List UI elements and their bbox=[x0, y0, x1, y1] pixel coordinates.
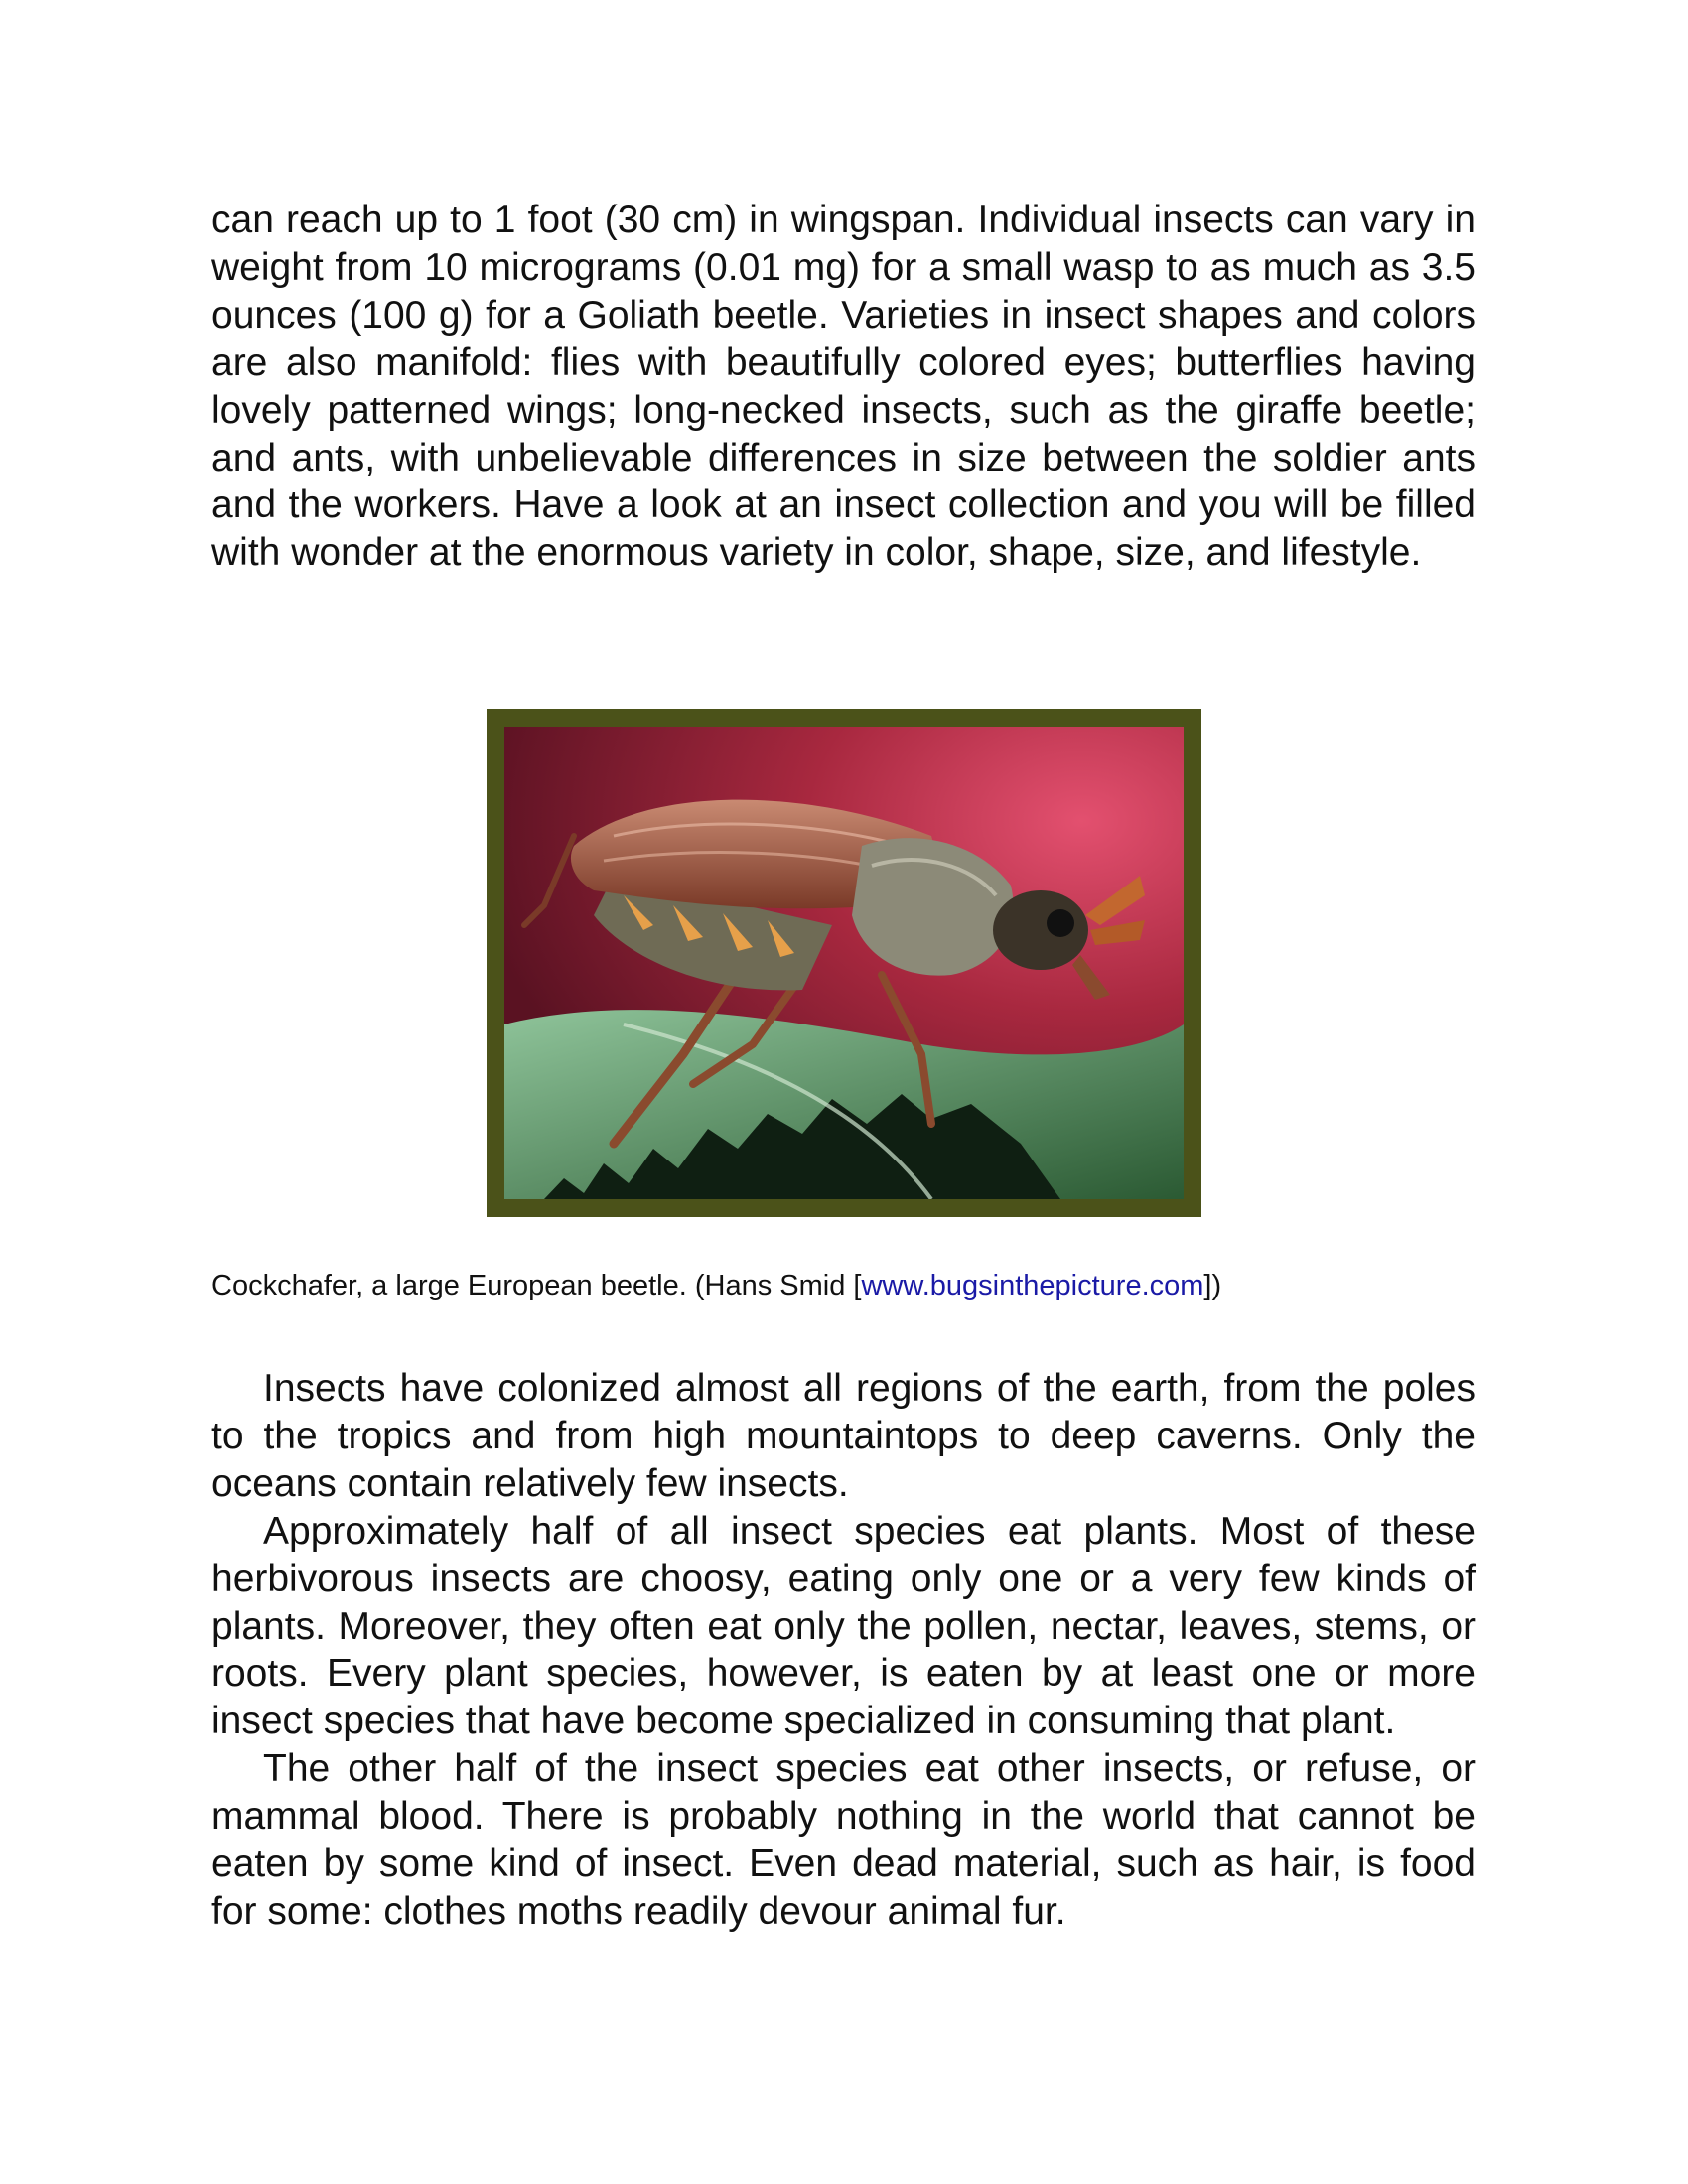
caption-text: Cockchafer, a large European beetle. (Hans Smid [ bbox=[211, 1270, 862, 1301]
paragraph: The other half of the insect species eat other insects, or refuse, or mammal blood. There is probably nothing in the world that cannot be eaten by some kind of insect. Even dead material, such as hair, is food for some: clothes moths readily devour animal fur. bbox=[211, 1747, 1476, 1933]
beetle-illustration bbox=[504, 727, 1184, 1199]
cockchafer-photo bbox=[487, 709, 1201, 1217]
caption-link[interactable]: www.bugsinthepicture.com bbox=[861, 1270, 1204, 1301]
figure-caption bbox=[211, 1267, 1476, 1304]
paragraph: Approximately half of all insect species eat plants. Most of these herbivorous insects are choosy, eating only one or a very few kinds of plants. Moreover, they often eat only the pollen, nectar, leaves, stems, or roots. Every plant species, however, is eaten by at least one or more insect species that have become specialized in consuming that plant. bbox=[211, 1509, 1476, 1743]
caption-end: ]) bbox=[1203, 1270, 1222, 1301]
paragraph: Insects have colonized almost all regions of the earth, from the poles to the tropics and from high mountaintops to deep caverns. Only the oceans contain relatively few insects. bbox=[211, 1367, 1476, 1505]
body-text bbox=[211, 1365, 1476, 1936]
intro-paragraph: can reach up to 1 foot (30 cm) in wingspan. Individual insects can vary in weight from 10 micrograms (0.01 mg) for a small wasp to as much as 3.5 ounces (100 g) for a Goliath beetle. Varieties in insect shapes and colors are also manifold: flies with beautifully colored eyes; butterflies having lovely patterned wings; long-necked insects, such as the giraffe beetle; and ants, with unbelievable differences in size between the soldier ants and the workers. Have a look at an insect collection and you will be filled with wonder at the enormous variety in color, shape, size, and lifestyle. bbox=[211, 199, 1476, 575]
